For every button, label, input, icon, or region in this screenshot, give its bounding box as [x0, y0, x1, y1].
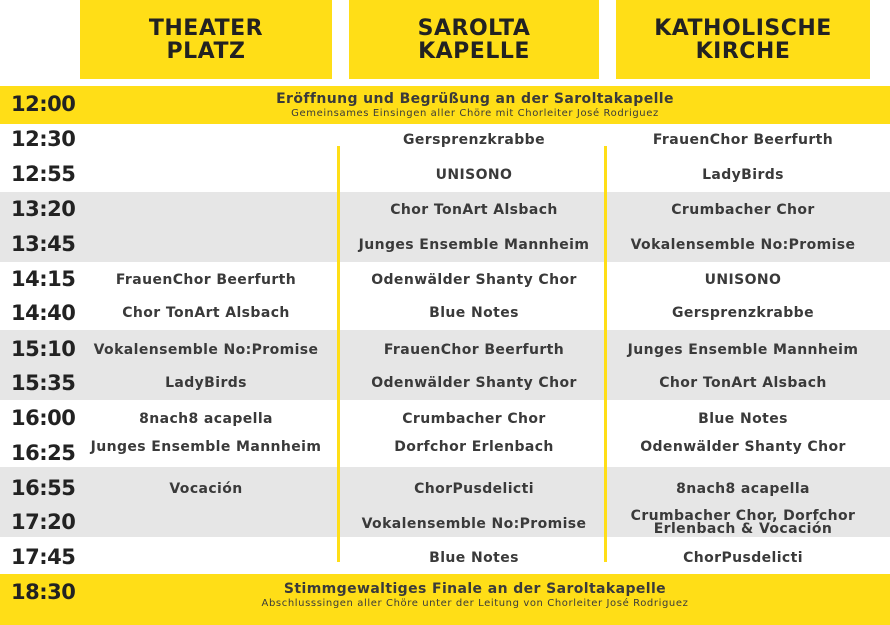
time-label: 13:45 — [11, 232, 76, 256]
slot-theater: Vokalensemble No:Promise — [93, 342, 319, 358]
column-divider-2 — [604, 146, 607, 562]
time-label: 16:25 — [11, 441, 76, 465]
slot-kapelle: FrauenChor Beerfurth — [383, 342, 565, 358]
time-label: 17:20 — [11, 510, 76, 534]
slot-kirche: Gersprenzkrabbe — [672, 305, 814, 321]
slot-theater: Vocación — [169, 481, 243, 497]
slot-kirche: Vokalensemble No:Promise — [630, 237, 856, 253]
slot-kirche: Blue Notes — [698, 411, 788, 427]
slot-kapelle: Crumbacher Chor — [402, 411, 546, 427]
slot-kirche: FrauenChor Beerfurth — [652, 132, 834, 148]
slot-kapelle: ChorPusdelicti — [414, 481, 534, 497]
header-katholische-kirche: KATHOLISCHE KIRCHE — [616, 0, 870, 79]
slot-theater: 8nach8 acapella — [139, 411, 273, 427]
slot-kirche: UNISONO — [704, 272, 782, 288]
opening-title: Eröffnung und Begrüßung an der Saroltakapelle — [276, 91, 674, 107]
slot-kapelle: UNISONO — [435, 167, 513, 183]
slot-kapelle: Gersprenzkrabbe — [403, 132, 545, 148]
column-divider-1 — [337, 146, 340, 562]
slot-theater: FrauenChor Beerfurth — [115, 272, 297, 288]
time-label: 12:00 — [11, 92, 76, 116]
time-label: 14:15 — [11, 267, 76, 291]
time-label: 18:30 — [11, 580, 76, 604]
slot-kirche: LadyBirds — [702, 167, 784, 183]
header-sarolta-kapelle: SAROLTA KAPELLE — [349, 0, 599, 79]
slot-kapelle: Blue Notes — [429, 305, 519, 321]
header-theater-platz: THEATER PLATZ — [80, 0, 332, 79]
slot-kapelle: Chor TonArt Alsbach — [390, 202, 558, 218]
slot-kapelle: Odenwälder Shanty Chor — [371, 272, 577, 288]
slot-kapelle: Blue Notes — [429, 550, 519, 566]
slot-kapelle: Vokalensemble No:Promise — [361, 516, 587, 532]
slot-kirche: 8nach8 acapella — [676, 481, 810, 497]
slot-kapelle: Odenwälder Shanty Chor — [371, 375, 577, 391]
finale-subtitle: Abschlusssingen aller Chöre unter der Leitung von Chorleiter José Rodriguez — [261, 598, 689, 609]
slot-theater: Junges Ensemble Mannheim — [90, 439, 322, 455]
slot-kirche: Chor TonArt Alsbach — [659, 375, 827, 391]
time-label: 12:55 — [11, 162, 76, 186]
time-label: 17:45 — [11, 545, 76, 569]
time-label: 16:55 — [11, 476, 76, 500]
slot-theater: Chor TonArt Alsbach — [122, 305, 290, 321]
slot-theater: LadyBirds — [165, 375, 247, 391]
slot-kapelle: Junges Ensemble Mannheim — [358, 237, 590, 253]
slot-kirche: Crumbacher Chor, Dorfchor Erlenbach & Vocación — [630, 508, 856, 537]
finale-title: Stimmgewaltiges Finale an der Saroltakapelle — [283, 581, 667, 597]
time-label: 13:20 — [11, 197, 76, 221]
opening-subtitle: Gemeinsames Einsingen aller Chöre mit Chorleiter José Rodriguez — [291, 108, 659, 119]
time-label: 12:30 — [11, 127, 76, 151]
slot-kirche: Junges Ensemble Mannheim — [627, 342, 859, 358]
time-label: 15:10 — [11, 337, 76, 361]
slot-kapelle: Dorfchor Erlenbach — [394, 439, 554, 455]
time-label: 15:35 — [11, 371, 76, 395]
slot-kirche: Crumbacher Chor — [671, 202, 815, 218]
slot-kirche: Odenwälder Shanty Chor — [640, 439, 846, 455]
time-label: 16:00 — [11, 406, 76, 430]
slot-kirche: ChorPusdelicti — [683, 550, 803, 566]
time-label: 14:40 — [11, 301, 76, 325]
